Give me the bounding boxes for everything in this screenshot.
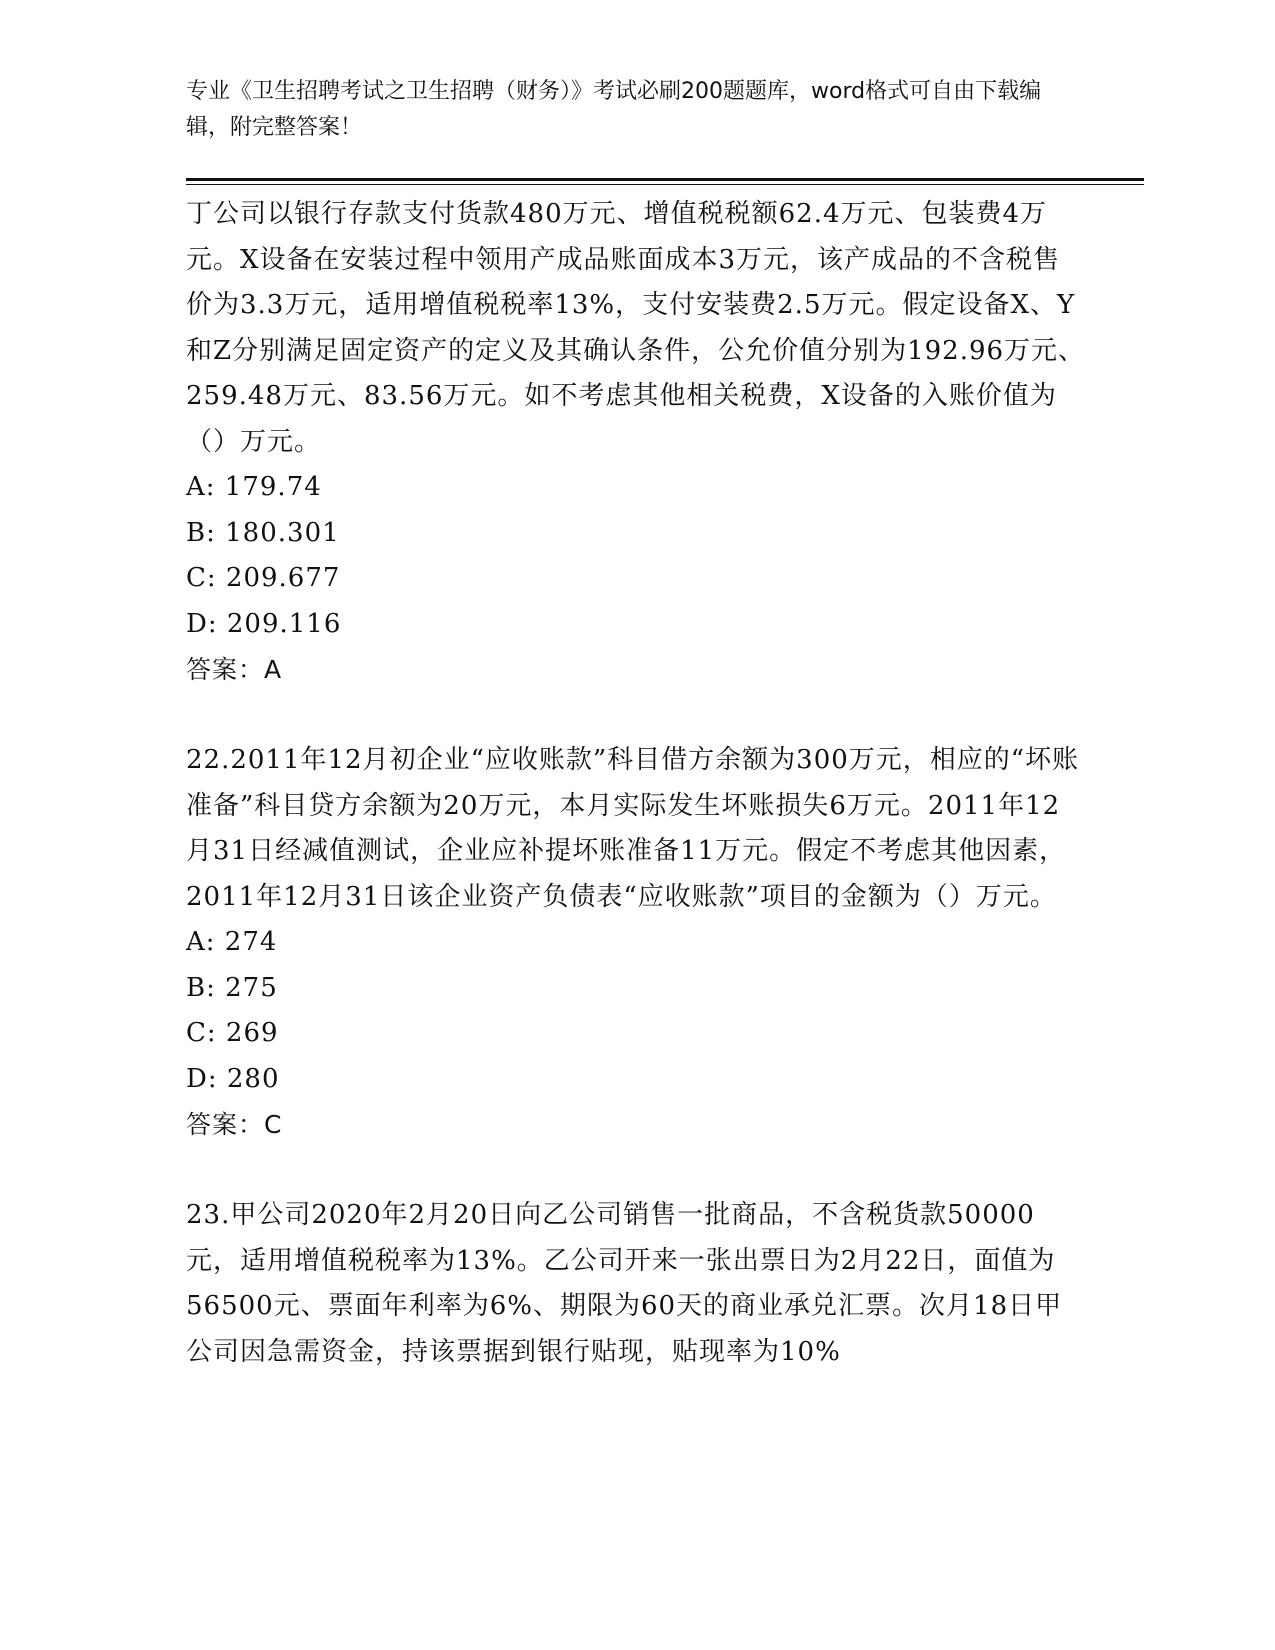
option-b: B: 275	[186, 972, 278, 1003]
answer: 答案：A	[186, 655, 283, 684]
answer: 答案：C	[186, 1110, 283, 1139]
question-23	[186, 1193, 1086, 1375]
header-rule-thick	[186, 178, 1144, 181]
document-body	[186, 192, 1086, 1375]
question-text: 22.2011年12月初企业“应收账款”科目借方余额为300万元，相应的“坏账准备”科目贷方余额为20万元，本月实际发生坏账损失6万元。2011年12月31日经减值测试，企业应补提坏账准备11万元。假定不考虑其他因素，2011年12月31日该企业资产负债表“应收账款”项目的金额为（）万元。	[186, 745, 1080, 912]
question-21	[186, 192, 1086, 693]
option-b: B: 180.301	[186, 517, 340, 548]
document-header: 专业《卫生招聘考试之卫生招聘（财务）》考试必刷200题题库，word格式可自由下载编辑，附完整答案！	[186, 79, 1042, 140]
question-text: 23.甲公司2020年2月20日向乙公司销售一批商品，不含税货款50000元，适用增值税税率为13%。乙公司开来一张出票日为2月22日，面值为56500元、票面年利率为6%、期限为60天的商业承兑汇票。次月18日甲公司因急需资金，持该票据到银行贴现，贴现率为10%	[186, 1200, 1063, 1367]
option-c: C: 269	[186, 1018, 279, 1048]
option-c: C: 209.677	[186, 563, 341, 593]
option-d: D: 209.116	[186, 608, 342, 639]
option-a: A: 179.74	[186, 472, 322, 502]
option-d: D: 280	[186, 1063, 280, 1094]
question-text: 丁公司以银行存款支付货款480万元、增值税税额62.4万元、包装费4万元。X设备在安装过程中领用产成品账面成本3万元，该产成品的不含税售价为3.3万元，适用增值税税率13%，支付安装费2.5万元。假定设备X、Y和Z分别满足固定资产的定义及其确认条件，公允价值分别为192.96万元、259.48万元、83.56万元。如不考虑其他相关税费，X设备的入账价值为（）万元。	[186, 199, 1086, 457]
option-a: A: 274	[186, 927, 278, 957]
header-rule-thin	[186, 184, 1144, 185]
question-22	[186, 738, 1086, 1148]
